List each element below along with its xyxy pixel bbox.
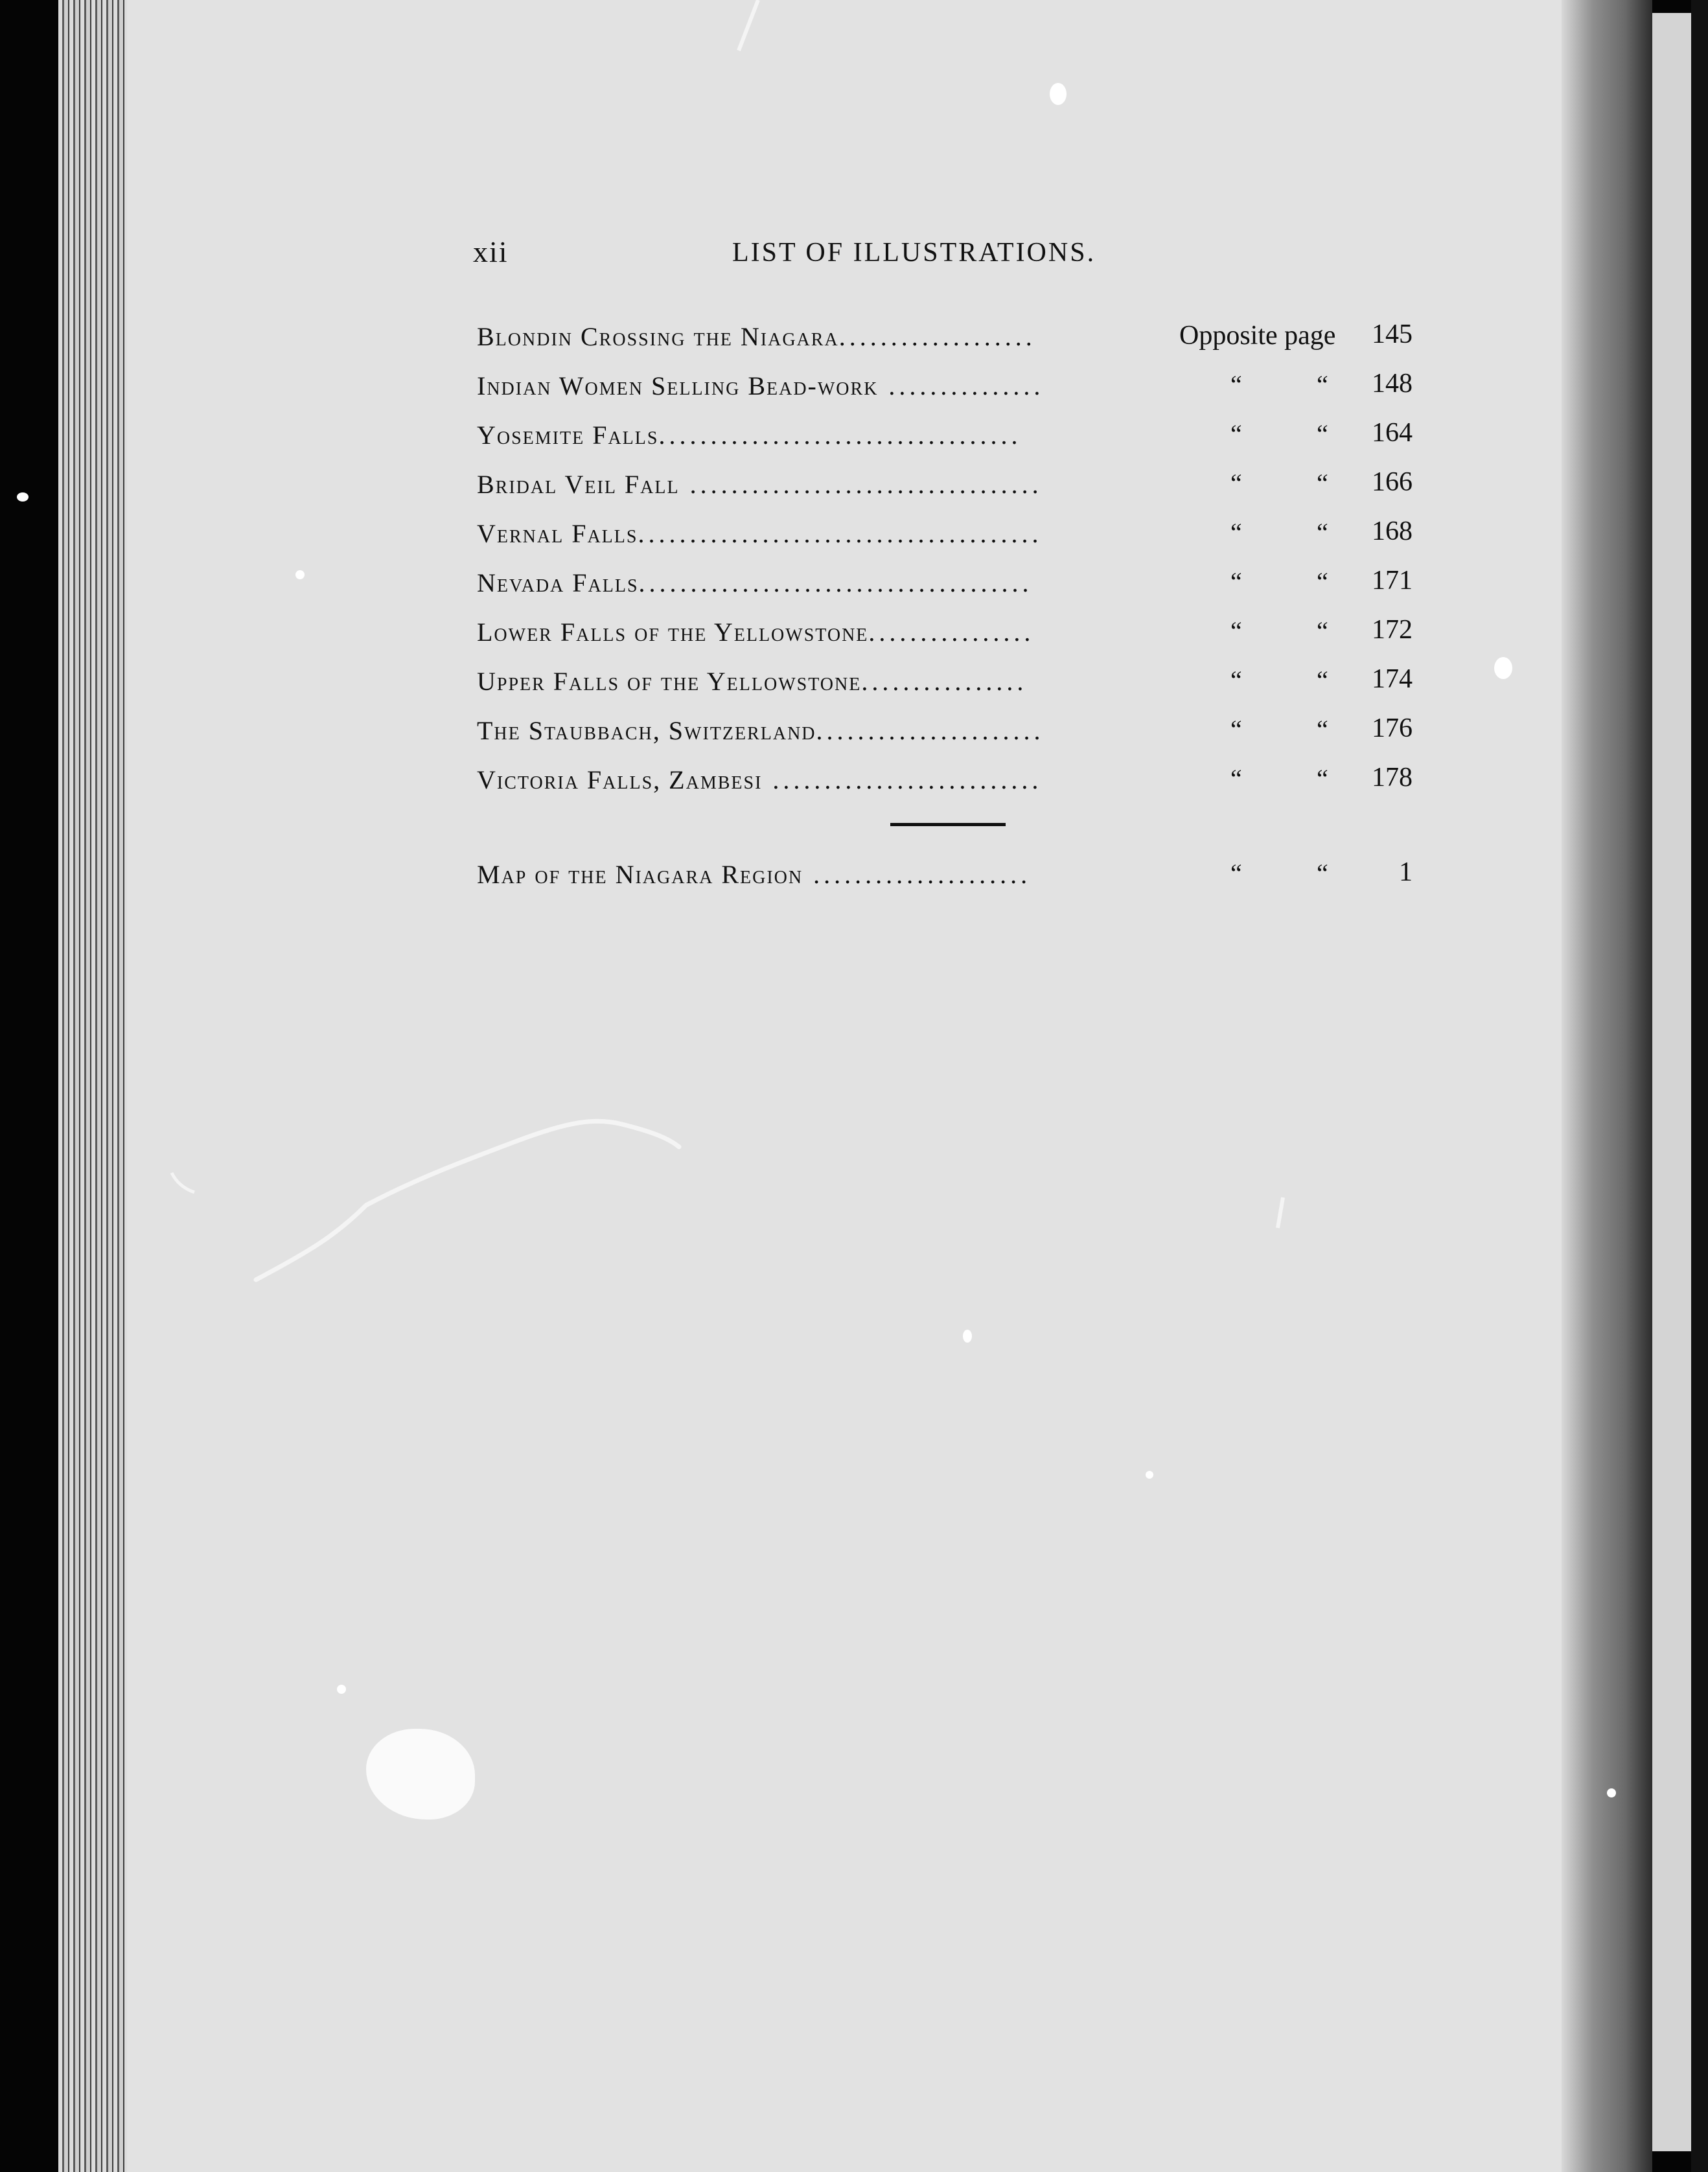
illustration-title: Yosemite Falls................................... [477, 421, 1022, 450]
ditto-mark: “ [1230, 370, 1242, 399]
scan-speck [1050, 83, 1067, 105]
ditto-mark: “ [1317, 567, 1328, 596]
opposite-page-label: Opposite page [1179, 321, 1336, 351]
ditto-mark: “ [1230, 518, 1242, 547]
ditto-mark: “ [1230, 567, 1242, 596]
scan-speck [17, 492, 29, 502]
ditto-mark: “ [1230, 616, 1242, 645]
ditto-mark: “ [1230, 419, 1242, 448]
ditto-mark: “ [1317, 715, 1328, 744]
ditto-mark: “ [1317, 616, 1328, 645]
ditto-mark: “ [1230, 715, 1242, 744]
page-ref: 171 [1372, 566, 1413, 595]
page-ref: 145 [1372, 319, 1413, 349]
ditto-mark: “ [1317, 764, 1328, 793]
page-ref: 166 [1372, 467, 1413, 497]
page-ref: 1 [1399, 857, 1413, 887]
page-ref: 178 [1372, 763, 1413, 792]
illustration-title: Victoria Falls, Zambesi .......................... [477, 765, 1043, 794]
ditto-mark: “ [1317, 518, 1328, 547]
illustration-title: Indian Women Selling Bead-work ............... [477, 371, 1044, 400]
ditto-mark: “ [1317, 370, 1328, 399]
page-ref: 148 [1372, 369, 1413, 399]
page-ref: 172 [1372, 615, 1413, 645]
illustration-title: Upper Falls of the Yellowstone................ [477, 667, 1028, 696]
illustration-title: The Staubbach, Switzerland...................... [477, 716, 1044, 745]
scan-speck [1146, 1471, 1153, 1479]
page-ref: 174 [1372, 664, 1413, 694]
illustration-title: Vernal Falls....................................... [477, 519, 1043, 548]
scan-speck [295, 570, 305, 579]
scan-speck [1494, 657, 1512, 679]
page-ref: 164 [1372, 418, 1413, 448]
running-title: LIST OF ILLUSTRATIONS. [732, 238, 1096, 268]
scan-speck [963, 1330, 972, 1343]
ditto-mark: “ [1230, 764, 1242, 793]
illustration-title: Nevada Falls...................................... [477, 568, 1033, 597]
illustration-title: Lower Falls of the Yellowstone................ [477, 618, 1035, 647]
ditto-mark: “ [1230, 665, 1242, 695]
page-ref: 168 [1372, 516, 1413, 546]
illustration-title: Blondin Crossing the Niagara................... [477, 322, 1036, 351]
page-number: xii [473, 235, 509, 268]
ditto-mark: “ [1230, 859, 1242, 888]
page-ref: 176 [1372, 713, 1413, 743]
ditto-mark: “ [1317, 859, 1328, 888]
ditto-mark: “ [1230, 468, 1242, 498]
scan-speck [337, 1685, 346, 1694]
ditto-mark: “ [1317, 468, 1328, 498]
ditto-mark: “ [1317, 419, 1328, 448]
illustration-title: Map of the Niagara Region ..................... [477, 860, 1032, 889]
scan-speck [1607, 1788, 1616, 1797]
ditto-mark: “ [1317, 665, 1328, 695]
illustration-title: Bridal Veil Fall .................................. [477, 470, 1043, 499]
